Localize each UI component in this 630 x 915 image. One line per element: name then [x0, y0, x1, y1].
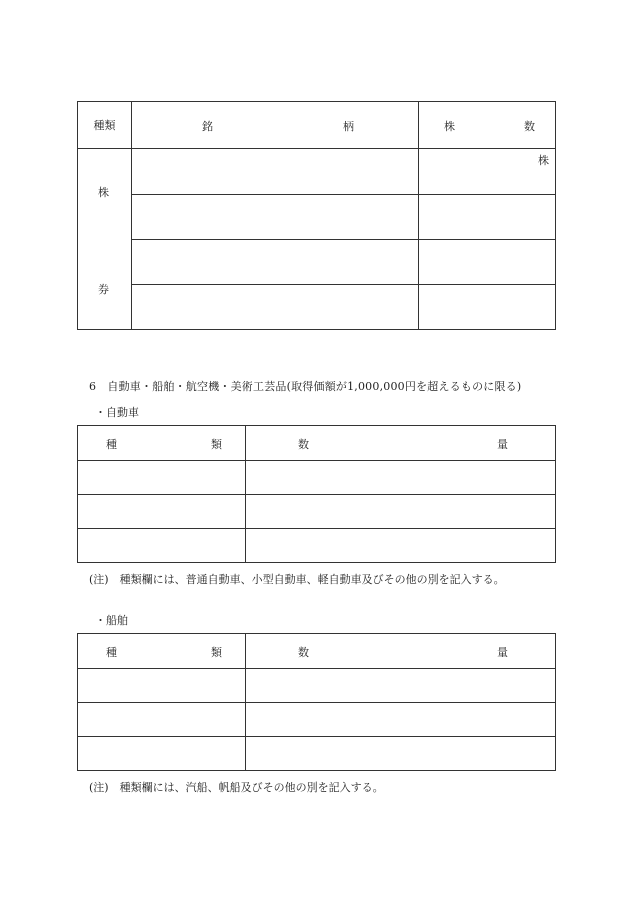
cars-kind-cell[interactable]	[78, 461, 246, 495]
stock-table-row	[78, 240, 556, 285]
ships-table	[77, 633, 556, 771]
ships-kind-cell[interactable]	[78, 703, 246, 737]
stock-header-shares-1: 株	[444, 120, 455, 133]
stock-table	[77, 101, 556, 330]
stock-table-row	[78, 195, 556, 240]
stock-header-kind: 種類	[93, 119, 116, 132]
ships-header-kind-2: 類	[211, 646, 222, 659]
cars-header-qty-cell	[246, 426, 556, 461]
stock-header-shares-2: 数	[524, 120, 535, 133]
ships-header-kind-cell	[78, 634, 246, 669]
stock-table-header-row	[78, 102, 556, 149]
stock-unit-label: 株	[538, 154, 549, 167]
cars-table	[77, 425, 556, 563]
cars-table-row	[78, 529, 556, 563]
stock-name-cell[interactable]	[132, 195, 419, 240]
cars-table-header-row	[78, 426, 556, 461]
stock-name-cell[interactable]	[132, 240, 419, 285]
stock-name-cell[interactable]	[132, 149, 419, 195]
stock-shares-cell[interactable]	[419, 149, 556, 195]
ships-header-qty-cell	[246, 634, 556, 669]
ships-header-qty-1: 数	[298, 646, 309, 659]
ships-table-header-row	[78, 634, 556, 669]
ships-subtitle: ・船舶	[95, 614, 128, 627]
ships-qty-cell[interactable]	[246, 669, 556, 703]
ships-kind-cell[interactable]	[78, 737, 246, 771]
stock-table-row	[78, 149, 556, 195]
ships-qty-cell[interactable]	[246, 703, 556, 737]
cars-qty-cell[interactable]	[246, 495, 556, 529]
stock-table-row	[78, 285, 556, 330]
stock-shares-cell[interactable]	[419, 195, 556, 240]
stock-name-cell[interactable]	[132, 285, 419, 330]
stock-shares-cell[interactable]	[419, 240, 556, 285]
ships-header-kind-1: 種	[106, 646, 117, 659]
ships-table-row	[78, 703, 556, 737]
ships-header-qty-2: 量	[497, 646, 508, 659]
stock-kind-cell	[78, 149, 132, 330]
cars-note: (注) 種類欄には、普通自動車、小型自動車、軽自動車及びその他の別を記入する。	[89, 573, 505, 586]
cars-table-row	[78, 461, 556, 495]
ships-kind-cell[interactable]	[78, 669, 246, 703]
cars-header-kind-2: 類	[211, 438, 222, 451]
stock-header-name-cell	[132, 102, 419, 149]
cars-header-qty-2: 量	[497, 438, 508, 451]
stock-header-name-2: 柄	[343, 120, 354, 133]
cars-subtitle: ・自動車	[95, 406, 139, 419]
cars-kind-cell[interactable]	[78, 529, 246, 563]
section6-title: 6 自動車・船舶・航空機・美術工芸品(取得価額が1,000,000円を超えるものに限る)	[89, 380, 522, 393]
ships-note: (注) 種類欄には、汽船、帆船及びその他の別を記入する。	[89, 781, 384, 794]
stock-shares-cell[interactable]	[419, 285, 556, 330]
stock-header-kind-cell	[78, 102, 132, 149]
cars-kind-cell[interactable]	[78, 495, 246, 529]
cars-header-kind-cell	[78, 426, 246, 461]
ships-table-row	[78, 669, 556, 703]
cars-qty-cell[interactable]	[246, 529, 556, 563]
cars-header-kind-1: 種	[106, 438, 117, 451]
stock-kind-label-2: 券	[98, 283, 109, 296]
stock-header-shares-cell	[419, 102, 556, 149]
ships-qty-cell[interactable]	[246, 737, 556, 771]
cars-qty-cell[interactable]	[246, 461, 556, 495]
stock-header-name-1: 銘	[202, 120, 213, 133]
ships-table-row	[78, 737, 556, 771]
cars-table-row	[78, 495, 556, 529]
cars-header-qty-1: 数	[298, 438, 309, 451]
stock-kind-label-1: 株	[98, 186, 109, 199]
